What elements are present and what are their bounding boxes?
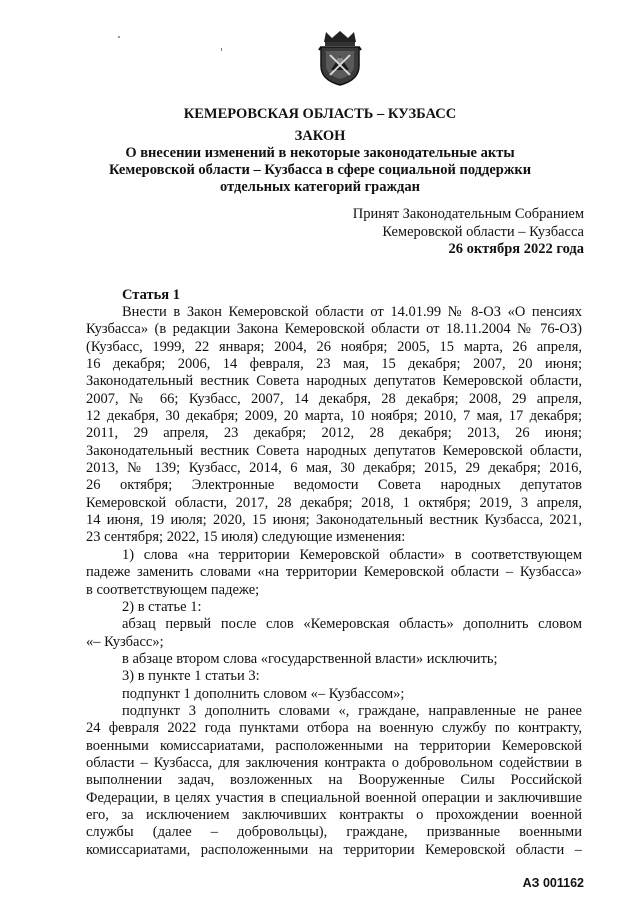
body-line: падеже заменить словами «на территории Кемеровской области – Кузбасса» — [86, 564, 582, 581]
body-line: (Кузбасс, 1999, 22 января; 2004, 26 ноября; 2005, 15 марта, 26 апреля, — [86, 338, 582, 355]
body-line: «– Кузбасс»; — [86, 633, 164, 650]
kemerovo-coat-of-arms-icon — [318, 30, 362, 86]
body-line: военными комиссариатами, расположенными на территории Кемеровской — [86, 737, 582, 754]
article-body — [86, 304, 582, 859]
body-line: в абзаце втором слова «государственной власти» исключить; — [122, 650, 498, 667]
body-line: Кемеровской области, 2017, 28 декабря; 2018, 1 октября; 2019, 3 апреля, — [86, 494, 582, 511]
body-line: Законодательный вестник Совета народных депутатов Кемеровской области, — [86, 373, 582, 390]
region-heading: КЕМЕРОВСКАЯ ОБЛАСТЬ – КУЗБАСС — [183, 106, 457, 122]
body-line: Внести в Закон Кемеровской области от 14.01.99 № 8-ОЗ «О пенсиях — [122, 304, 582, 320]
body-line: 2011, 29 апреля, 23 декабря; 2012, 28 декабря; 2013, 26 июня; — [86, 425, 582, 442]
document-type-title: ЗАКОН — [294, 128, 346, 144]
body-line: Законодательный вестник Совета народных депутатов Кемеровской области, — [86, 442, 582, 459]
body-line: комиссариатами, расположенными на территории Кемеровской области – — [86, 841, 582, 858]
body-line: 26 октября; Электронные ведомости Совета народных депутатов — [86, 477, 582, 494]
body-line: Федерации, в целях участия в специальной военной операции и заключившие — [86, 789, 582, 806]
body-line: 12 декабря, 30 декабря; 2009, 20 марта, 10 ноября; 2010, 7 мая, 17 декабря; — [86, 408, 582, 425]
body-line: 14 июня, 19 июля; 2020, 15 июня; Законодательный вестник Кузбасса, 2021, — [86, 512, 582, 529]
adoption-line: Принят Законодательным Собранием — [352, 206, 584, 222]
body-line: 23 сентября; 2022, 15 июля) следующие изменения: — [86, 529, 406, 546]
body-line: в соответствующем падеже; — [86, 581, 260, 598]
body-line: выполнении задач, возложенных на Вооруженные Силы Российской — [86, 772, 582, 789]
subtitle-line: Кемеровской области – Кузбасса в сфере социальной поддержки — [108, 162, 532, 178]
body-line: 1) слова «на территории Кемеровской области» в соответствующем — [122, 546, 582, 563]
body-line: 2) в статье 1: — [122, 598, 202, 615]
body-line: Кузбасса» (в редакции Закона Кемеровской области от 18.11.2004 № 76-ОЗ) — [86, 321, 582, 338]
body-line: подпункт 3 дополнить словами «, граждане, направленные не ранее — [122, 702, 582, 719]
scan-speck — [221, 48, 222, 51]
body-line: 24 февраля 2022 года пунктами отбора на военную службу по контракту, — [86, 720, 582, 737]
body-line: службы (далее – добровольцы), граждане, призванные военными — [86, 824, 582, 841]
scan-speck — [118, 36, 120, 38]
body-line: 3) в пункте 1 статьи 3: — [122, 668, 260, 685]
body-line: подпункт 1 дополнить словом «– Кузбассом»; — [122, 685, 405, 702]
adoption-date: 26 октября 2022 года — [448, 241, 584, 257]
adoption-line: Кемеровской области – Кузбасса — [382, 223, 584, 240]
body-line: его, за исключением заключивших контракты о прохождении военной — [86, 806, 582, 823]
subtitle-line: О внесении изменений в некоторые законодательные акты — [125, 145, 515, 161]
adoption-block — [353, 206, 584, 259]
subtitle-line: отдельных категорий граждан — [220, 179, 420, 195]
document-serial-code: АЗ 001162 — [522, 876, 584, 890]
body-line: абзац первый после слов «Кемеровская область» дополнить словом — [122, 616, 582, 633]
body-line: области – Кузбасса, для заключения контракта о добровольном содействии в — [86, 754, 582, 771]
body-line: 2013, № 139; Кузбасс, 2014, 6 мая, 30 декабря; 2015, 29 декабря; 2016, — [86, 460, 582, 477]
body-line: 16 декабря; 2006, 14 февраля, 23 мая, 15 декабря; 2007, 20 июня; — [86, 356, 582, 373]
article-heading: Статья 1 — [122, 287, 180, 303]
law-subtitle — [0, 145, 640, 196]
body-line: 2007, № 66; Кузбасс, 2007, 14 декабря, 28 декабря; 2008, 29 апреля, — [86, 390, 582, 407]
